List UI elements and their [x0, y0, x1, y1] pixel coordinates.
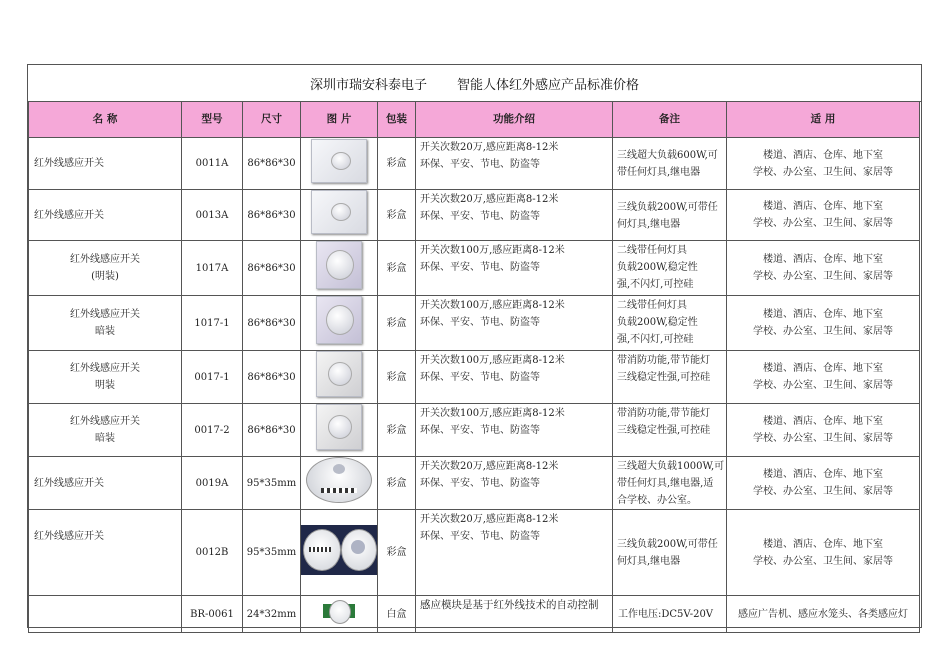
product-name: 红外线感应开关 (明装)	[29, 241, 182, 296]
product-photo	[301, 241, 378, 296]
model-cell: 1017-1	[182, 296, 243, 351]
product-photo	[301, 404, 378, 457]
usage-cell: 楼道、酒店、仓库、地下室 学校、办公室、卫生间、家居等	[727, 241, 920, 296]
product-name: 红外线感应开关	[29, 457, 182, 510]
notes-cell: 带消防功能,带节能灯 三线稳定性强,可控硅	[613, 351, 727, 404]
function-cell: 开关次数100万,感应距离8-12米 环保、平安、节电、防盗等	[416, 351, 613, 404]
package-cell: 彩盒	[378, 241, 416, 296]
size-cell: 86*86*30	[243, 296, 301, 351]
size-cell: 95*35mm	[243, 510, 301, 596]
company-name: 深圳市瑞安科泰电子	[309, 77, 427, 93]
package-cell: 彩盒	[378, 351, 416, 404]
size-cell: 24*32mm	[243, 596, 301, 633]
model-cell: 0019A	[182, 457, 243, 510]
table-row	[29, 138, 920, 190]
col-header-size: 尺寸	[243, 102, 301, 138]
size-cell: 86*86*30	[243, 404, 301, 457]
product-name: 红外线感应开关	[29, 190, 182, 241]
size-cell: 95*35mm	[243, 457, 301, 510]
model-cell: 1017A	[182, 241, 243, 296]
table-row	[29, 596, 920, 633]
table-row	[29, 457, 920, 510]
notes-cell: 三线负载200W,可带任 何灯具,继电器	[613, 510, 727, 596]
col-header-name: 名 称	[29, 102, 182, 138]
size-cell: 86*86*30	[243, 351, 301, 404]
wall-switch-square-photo	[311, 190, 367, 234]
wall-switch-round-photo	[316, 296, 362, 344]
product-name: 红外线感应开关 暗装	[29, 404, 182, 457]
col-header-model: 型号	[182, 102, 243, 138]
notes-cell: 二线带任何灯具 负载200W,稳定性 强,不闪灯,可控硅	[613, 241, 727, 296]
product-photo	[301, 510, 378, 596]
wall-switch-gray-photo	[316, 351, 362, 397]
model-cell: 0017-1	[182, 351, 243, 404]
product-photo	[301, 351, 378, 404]
ceiling-sensor-pair-photo	[301, 525, 377, 575]
usage-cell: 楼道、酒店、仓库、地下室 学校、办公室、卫生间、家居等	[727, 138, 920, 190]
usage-cell: 楼道、酒店、仓库、地下室 学校、办公室、卫生间、家居等	[727, 190, 920, 241]
col-header-usage: 适 用	[727, 102, 920, 138]
product-photo	[301, 457, 378, 510]
function-cell: 开关次数20万,感应距离8-12米 环保、平安、节电、防盗等	[416, 138, 613, 190]
page-title	[28, 65, 921, 102]
notes-cell: 二线带任何灯具 负载200W,稳定性 强,不闪灯,可控硅	[613, 296, 727, 351]
model-cell: 0011A	[182, 138, 243, 190]
model-cell: BR-0061	[182, 596, 243, 633]
notes-cell: 三线负载200W,可带任 何灯具,继电器	[613, 190, 727, 241]
usage-cell: 楼道、酒店、仓库、地下室 学校、办公室、卫生间、家居等	[727, 404, 920, 457]
function-cell: 开关次数100万,感应距离8-12米 环保、平安、节电、防盗等	[416, 404, 613, 457]
size-cell: 86*86*30	[243, 138, 301, 190]
product-name: 红外线感应开关 暗装	[29, 296, 182, 351]
product-name: 红外线感应开关	[29, 510, 182, 596]
function-cell: 开关次数100万,感应距离8-12米 环保、平安、节电、防盗等	[416, 296, 613, 351]
table-row	[29, 296, 920, 351]
usage-cell: 楼道、酒店、仓库、地下室 学校、办公室、卫生间、家居等	[727, 351, 920, 404]
product-photo	[301, 190, 378, 241]
table-row	[29, 241, 920, 296]
product-photo	[301, 138, 378, 190]
price-sheet	[27, 64, 922, 628]
usage-cell: 楼道、酒店、仓库、地下室 学校、办公室、卫生间、家居等	[727, 457, 920, 510]
wall-switch-gray-photo	[316, 404, 362, 450]
usage-cell: 楼道、酒店、仓库、地下室 学校、办公室、卫生间、家居等	[727, 296, 920, 351]
function-cell: 感应模块是基于红外线技术的自动控制	[416, 596, 613, 633]
notes-cell: 三线超大负载1000W,可 带任何灯具,继电器,适 合学校、办公室。	[613, 457, 727, 510]
model-cell: 0017-2	[182, 404, 243, 457]
package-cell: 彩盒	[378, 190, 416, 241]
package-cell: 彩盒	[378, 296, 416, 351]
table-row	[29, 190, 920, 241]
product-photo	[301, 296, 378, 351]
product-name: 红外线感应开关 明装	[29, 351, 182, 404]
notes-cell: 带消防功能,带节能灯 三线稳定性强,可控硅	[613, 404, 727, 457]
col-header-picture: 图 片	[301, 102, 378, 138]
package-cell: 彩盒	[378, 138, 416, 190]
usage-cell: 感应广告机、感应水笼头、各类感应灯	[727, 596, 920, 633]
product-name: 红外线感应开关	[29, 138, 182, 190]
table-row	[29, 404, 920, 457]
function-cell: 开关次数20万,感应距离8-12米 环保、平安、节电、防盗等	[416, 457, 613, 510]
size-cell: 86*86*30	[243, 241, 301, 296]
price-table	[28, 101, 920, 633]
wall-switch-square-photo	[311, 139, 367, 183]
size-cell: 86*86*30	[243, 190, 301, 241]
product-name	[29, 596, 182, 633]
function-cell: 开关次数20万,感应距离8-12米 环保、平安、节电、防盗等	[416, 190, 613, 241]
package-cell: 彩盒	[378, 510, 416, 596]
col-header-package: 包装	[378, 102, 416, 138]
package-cell: 彩盒	[378, 404, 416, 457]
ceiling-sensor-photo	[306, 457, 372, 503]
notes-cell: 工作电压:DC5V-20V	[613, 596, 727, 633]
sheet-title: 智能人体红外感应产品标准价格	[457, 77, 640, 93]
package-cell: 彩盒	[378, 457, 416, 510]
usage-cell: 楼道、酒店、仓库、地下室 学校、办公室、卫生间、家居等	[727, 510, 920, 596]
header-row	[29, 102, 920, 138]
model-cell: 0013A	[182, 190, 243, 241]
table-row	[29, 351, 920, 404]
notes-cell: 三线超大负载600W,可 带任何灯具,继电器	[613, 138, 727, 190]
model-cell: 0012B	[182, 510, 243, 596]
col-header-notes: 备注	[613, 102, 727, 138]
function-cell: 开关次数100万,感应距离8-12米 环保、平安、节电、防盗等	[416, 241, 613, 296]
table-row	[29, 510, 920, 596]
package-cell: 白盒	[378, 596, 416, 633]
sensor-module-photo	[319, 596, 359, 626]
col-header-function: 功能介绍	[416, 102, 613, 138]
wall-switch-round-photo	[316, 241, 362, 289]
function-cell: 开关次数20万,感应距离8-12米 环保、平安、节电、防盗等	[416, 510, 613, 596]
product-photo	[301, 596, 378, 633]
